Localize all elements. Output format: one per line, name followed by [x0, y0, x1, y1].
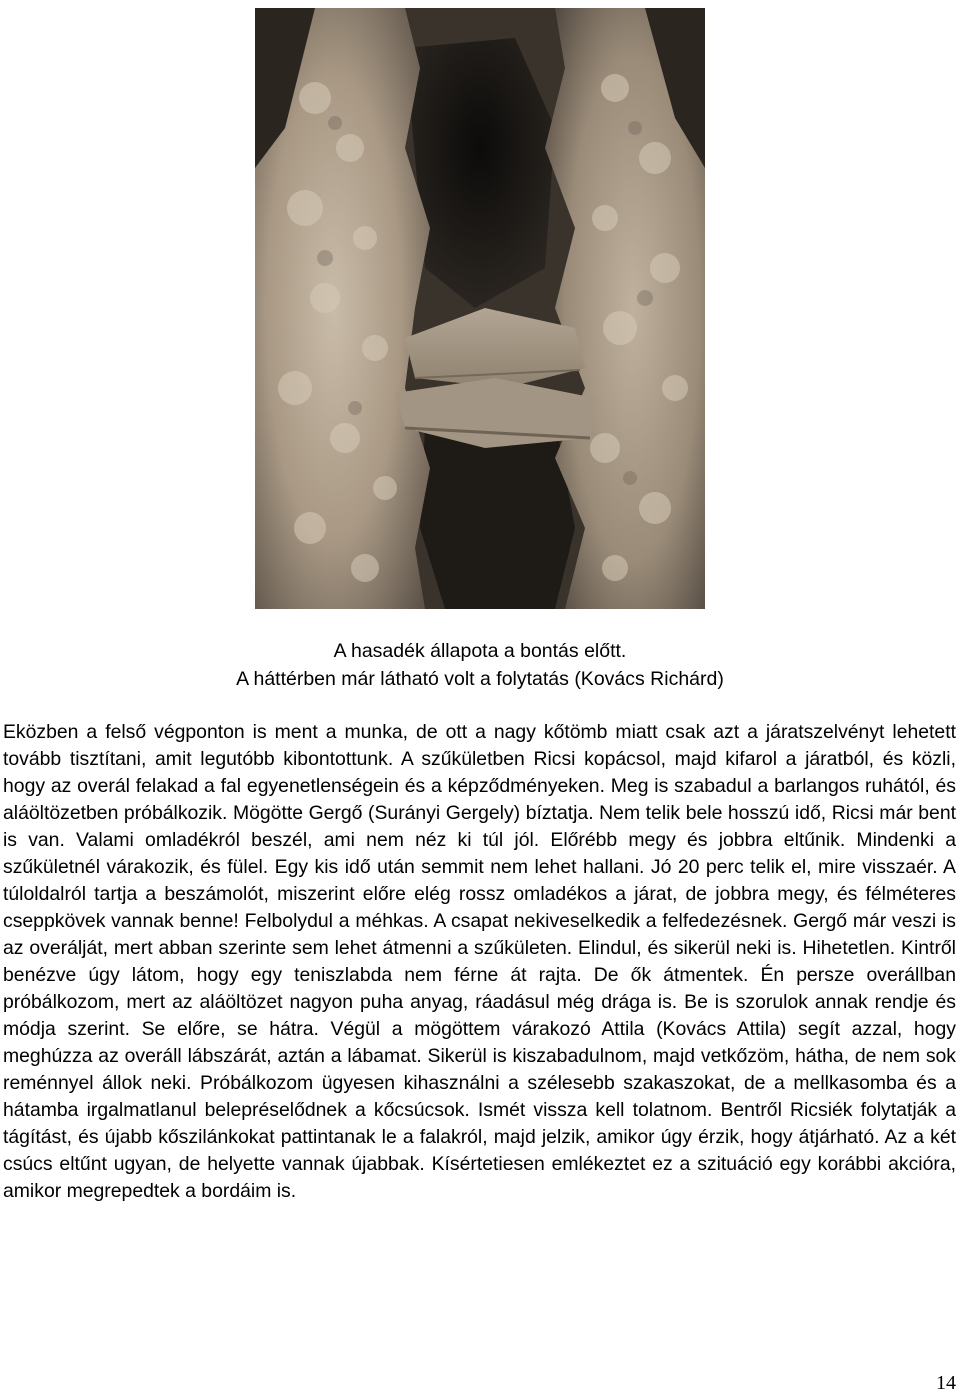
cave-fissure-image [255, 8, 705, 609]
photo-caption-credit: A háttérben már látható volt a folytatás (Kovács Richárd) [236, 668, 724, 690]
photo-caption-title: A hasadék állapota a bontás előtt. [333, 640, 627, 662]
cave-photo [255, 8, 705, 609]
page-number: 14 [936, 1372, 956, 1394]
body-paragraph: Eközben a felső végponton is ment a munka, de ott a nagy kőtömb miatt csak azt a járatszelvényt lehetett tovább tisztítani, amit legutóbb kibontottunk. A szűkületben Ricsi kopácsol, majd kifarol a járatból, és közli, hogy az overál felakad a fal egyenetlenségein és a képződményeken. Meg is szabadul a barlangos ruhától, és aláöltözetben próbálkozik. Mögötte Gergő (Surányi Gergely) bíztatja. Nem telik bele hosszú idő, Ricsi már bent is van. Valami omladékról beszél, ami nem néz ki túl jól. Előrébb megy és jobbra eltűnik. Mindenki a szűkületnél várakozik, és fülel. Egy kis idő után semmit nem lehet hallani. Jó 20 perc telik el, mire visszaér. A túloldalról tartja a beszámolót, miszerint előre elég rossz omladékos a járat, de jobbra megy, és félméteres cseppkövek vannak benne! Felbolydul a méhkas. A csapat nekiveselkedik a felfedezésnek. Gergő már veszi is az overálját, mert abban szerinte sem lehet átmenni a szűkületen. Elindul, és sikerül neki is. Hihetetlen. Kintről benézve úgy látom, hogy egy teniszlabda nem férne át rajta. De ők átmentek. Én persze overállban próbálkozom, mert az aláöltözet nagyon puha anyag, ráadásul még drága is. Be is szorulok annak rendje és módja szerint. Se előre, se hátra. Végül a mögöttem várakozó Attila (Kovács Attila) segít azzal, hogy meghúzza az overáll lábszárát, aztán a lábamat. Sikerül is kiszabadulnom, majd vetkőzöm, hátha, de nem sok reménnyel állok neki. Próbálkozom ügyesen kihasználni a szélesebb szakaszokat, de a mellkasomba és a hátamba irgalmatlanul belepréselődnek a kőcsúcsok. Ismét vissza kell tolatnom. Bentről Ricsiék folytatják a tágítást, és újabb kőszilánkokat pattintanak le a falakról, majd jelzik, amikor úgy érzik, hogy átjárható. Az a két csúcs eltűnt ugyan, de helyette vannak újabbak. Kísértetiesen emlékeztet ez a szituáció egy korábbi akcióra, amikor megrepedtek a bordáim is. [3, 721, 956, 1202]
